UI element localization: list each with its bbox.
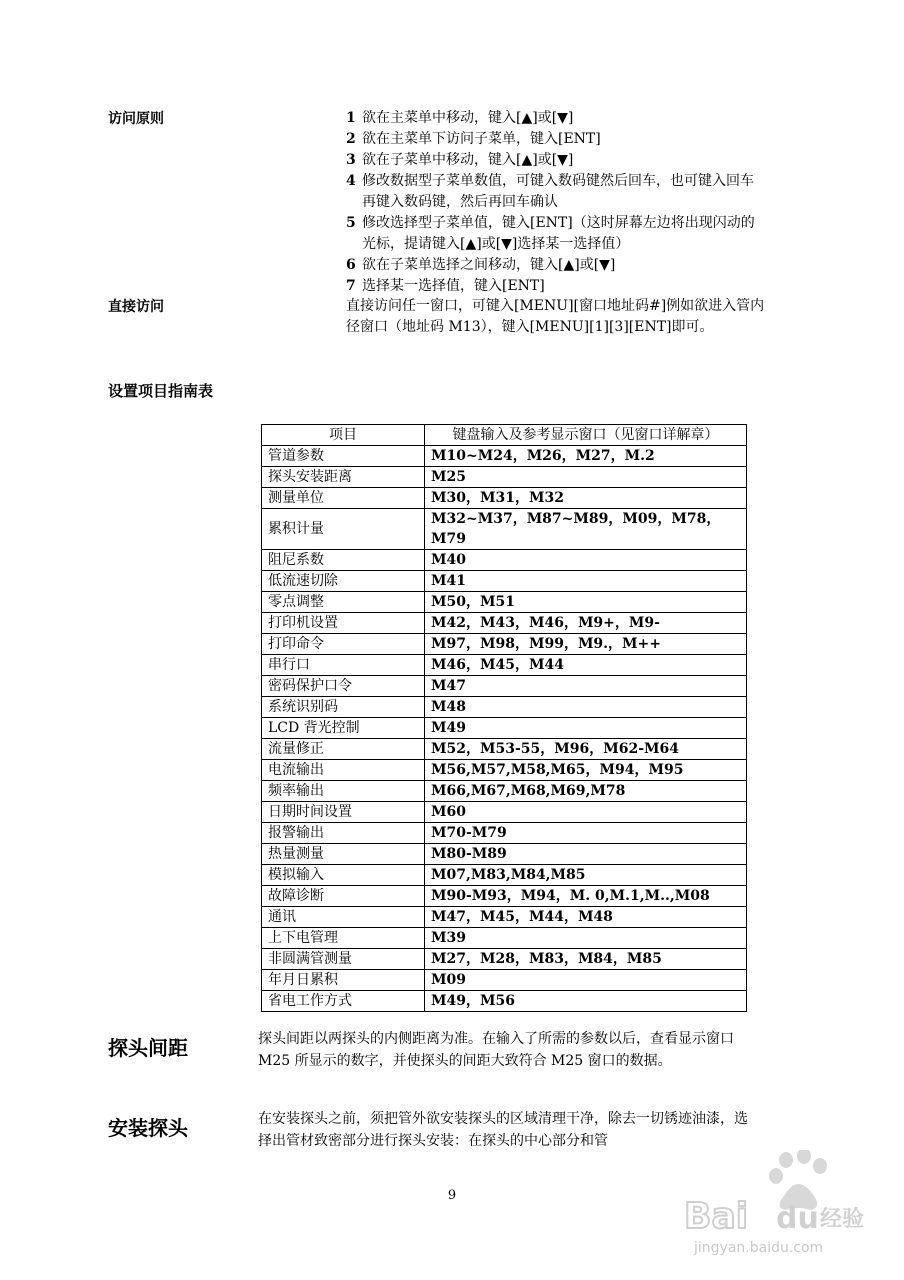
table-row bbox=[262, 844, 747, 865]
table-row bbox=[262, 865, 747, 886]
window-cell: M48 bbox=[425, 697, 747, 718]
table-row bbox=[262, 634, 747, 655]
item-cell: 频率输出 bbox=[262, 781, 425, 802]
baidu-paw-logo-icon bbox=[680, 1150, 870, 1260]
step-text: 欲在主菜单中移动，键入[▲]或[▼] bbox=[362, 110, 574, 126]
window-cell: M41 bbox=[425, 571, 747, 592]
table-row bbox=[262, 571, 747, 592]
window-cell: M80-M89 bbox=[425, 844, 747, 865]
item-cell: 上下电管理 bbox=[262, 928, 425, 949]
svg-text:du: du bbox=[776, 1201, 819, 1236]
table-row bbox=[262, 760, 747, 781]
table-row bbox=[262, 655, 747, 676]
item-cell: 日期时间设置 bbox=[262, 802, 425, 823]
window-cell: M25 bbox=[425, 467, 747, 488]
baidu-jingyan-watermark bbox=[680, 1150, 870, 1260]
access-step bbox=[346, 171, 766, 213]
table-row bbox=[262, 739, 747, 760]
item-cell: 测量单位 bbox=[262, 488, 425, 509]
item-cell: 系统识别码 bbox=[262, 697, 425, 718]
item-cell: 模拟输入 bbox=[262, 865, 425, 886]
item-cell: 阻尼系数 bbox=[262, 550, 425, 571]
table-row bbox=[262, 823, 747, 844]
table-row bbox=[262, 592, 747, 613]
table-row bbox=[262, 550, 747, 571]
access-step bbox=[346, 276, 766, 297]
item-cell: 故障诊断 bbox=[262, 886, 425, 907]
table-row bbox=[262, 781, 747, 802]
item-cell: 零点调整 bbox=[262, 592, 425, 613]
access-step bbox=[346, 213, 766, 255]
direct-access-label: 直接访问 bbox=[108, 299, 164, 315]
item-cell: LCD 背光控制 bbox=[262, 718, 425, 739]
item-cell: 省电工作方式 bbox=[262, 991, 425, 1012]
table-row bbox=[262, 613, 747, 634]
table-row bbox=[262, 488, 747, 509]
direct-access-text: 直接访问任一窗口，可键入[MENU][窗口地址码#]例如欲进入管内径窗口（地址码 M13），键入[MENU][1][3][ENT]即可。 bbox=[346, 298, 765, 335]
window-cell: M49 bbox=[425, 718, 747, 739]
access-steps-list bbox=[346, 108, 766, 297]
step-number: 4 bbox=[346, 173, 356, 189]
window-cell: M60 bbox=[425, 802, 747, 823]
item-cell: 探头安装距离 bbox=[262, 467, 425, 488]
item-cell: 密码保护口令 bbox=[262, 676, 425, 697]
window-cell: M07,M83,M84,M85 bbox=[425, 865, 747, 886]
window-cell: M32~M37，M87~M89，M09，M78，M79 bbox=[425, 509, 747, 550]
window-cell: M70-M79 bbox=[425, 823, 747, 844]
item-cell: 流量修正 bbox=[262, 739, 425, 760]
svg-text:jingyan.baidu.com: jingyan.baidu.com bbox=[694, 1240, 824, 1256]
table-row bbox=[262, 718, 747, 739]
install-probe-text: 在安装探头之前，须把管外欲安装探头的区域清理干净，除去一切锈迹油漆，选择出管材致密部分进行探头安装：在探头的中心部分和管 bbox=[258, 1111, 748, 1149]
table-row bbox=[262, 697, 747, 718]
step-number: 6 bbox=[346, 257, 356, 273]
step-number: 7 bbox=[346, 278, 356, 294]
step-number: 1 bbox=[346, 110, 356, 126]
item-cell: 非圆满管测量 bbox=[262, 949, 425, 970]
item-cell: 管道参数 bbox=[262, 446, 425, 467]
page-number: 9 bbox=[447, 1188, 457, 1203]
install-probe-heading: 安装探头 bbox=[108, 1116, 188, 1140]
table-header-row bbox=[262, 425, 747, 446]
table-row bbox=[262, 991, 747, 1012]
settings-guide-table bbox=[261, 424, 747, 1012]
window-cell: M10~M24，M26，M27，M.2 bbox=[425, 446, 747, 467]
window-cell: M50，M51 bbox=[425, 592, 747, 613]
step-text: 选择某一选择值，键入[ENT] bbox=[362, 278, 545, 294]
table-row bbox=[262, 949, 747, 970]
svg-text:经验: 经验 bbox=[820, 1207, 865, 1232]
window-cell: M97，M98，M99，M9.，M++ bbox=[425, 634, 747, 655]
item-cell: 累积计量 bbox=[262, 509, 425, 550]
window-cell: M39 bbox=[425, 928, 747, 949]
step-text: 修改选择型子菜单值，键入[ENT]（这时屏幕左边将出现闪动的光标，提请键入[▲]或[▼]选择某一选择值） bbox=[362, 215, 755, 252]
item-cell: 通讯 bbox=[262, 907, 425, 928]
header-item: 项目 bbox=[262, 425, 425, 446]
item-cell: 打印命令 bbox=[262, 634, 425, 655]
header-window: 键盘输入及参考显示窗口（见窗口详解章） bbox=[425, 425, 747, 446]
access-step bbox=[346, 129, 766, 150]
window-cell: M46，M45，M44 bbox=[425, 655, 747, 676]
table-row bbox=[262, 970, 747, 991]
access-step bbox=[346, 108, 766, 129]
svg-text:Bai: Bai bbox=[684, 1196, 749, 1237]
item-cell: 电流输出 bbox=[262, 760, 425, 781]
item-cell: 串行口 bbox=[262, 655, 425, 676]
table-row bbox=[262, 509, 747, 550]
table-row bbox=[262, 928, 747, 949]
item-cell: 年月日累积 bbox=[262, 970, 425, 991]
table-row bbox=[262, 802, 747, 823]
step-number: 5 bbox=[346, 215, 356, 231]
window-cell: M30，M31，M32 bbox=[425, 488, 747, 509]
step-number: 2 bbox=[346, 131, 356, 147]
probe-spacing-text: 探头间距以两探头的内侧距离为准。在输入了所需的参数以后，查看显示窗口 M25 所显示的数字，并使探头的间距大致符合 M25 窗口的数据。 bbox=[258, 1031, 734, 1069]
step-text: 修改数据型子菜单数值，可键入数码键然后回车，也可键入回车再键入数码键，然后再回车确认 bbox=[362, 173, 754, 210]
step-text: 欲在子菜单中移动，键入[▲]或[▼] bbox=[362, 152, 574, 168]
window-cell: M47 bbox=[425, 676, 747, 697]
item-cell: 低流速切除 bbox=[262, 571, 425, 592]
item-cell: 报警输出 bbox=[262, 823, 425, 844]
table-row bbox=[262, 886, 747, 907]
step-text: 欲在主菜单下访问子菜单，键入[ENT] bbox=[362, 131, 601, 147]
window-cell: M56,M57,M58,M65，M94，M95 bbox=[425, 760, 747, 781]
item-cell: 打印机设置 bbox=[262, 613, 425, 634]
table-row bbox=[262, 467, 747, 488]
guide-table-title: 设置项目指南表 bbox=[108, 382, 214, 400]
table-row bbox=[262, 907, 747, 928]
table-row bbox=[262, 446, 747, 467]
probe-spacing-heading: 探头间距 bbox=[108, 1036, 188, 1060]
window-cell: M09 bbox=[425, 970, 747, 991]
window-cell: M49，M56 bbox=[425, 991, 747, 1012]
access-step bbox=[346, 255, 766, 276]
step-number: 3 bbox=[346, 152, 356, 168]
window-cell: M90-M93，M94，M. 0,M.1,M..,M08 bbox=[425, 886, 747, 907]
window-cell: M27，M28，M83，M84，M85 bbox=[425, 949, 747, 970]
access-principle-label: 访问原则 bbox=[108, 111, 164, 127]
window-cell: M47，M45，M44，M48 bbox=[425, 907, 747, 928]
window-cell: M40 bbox=[425, 550, 747, 571]
window-cell: M66,M67,M68,M69,M78 bbox=[425, 781, 747, 802]
access-step bbox=[346, 150, 766, 171]
table-row bbox=[262, 676, 747, 697]
step-text: 欲在子菜单选择之间移动，键入[▲]或[▼] bbox=[362, 257, 616, 273]
window-cell: M52，M53-55，M96，M62-M64 bbox=[425, 739, 747, 760]
item-cell: 热量测量 bbox=[262, 844, 425, 865]
window-cell: M42，M43，M46，M9+，M9- bbox=[425, 613, 747, 634]
